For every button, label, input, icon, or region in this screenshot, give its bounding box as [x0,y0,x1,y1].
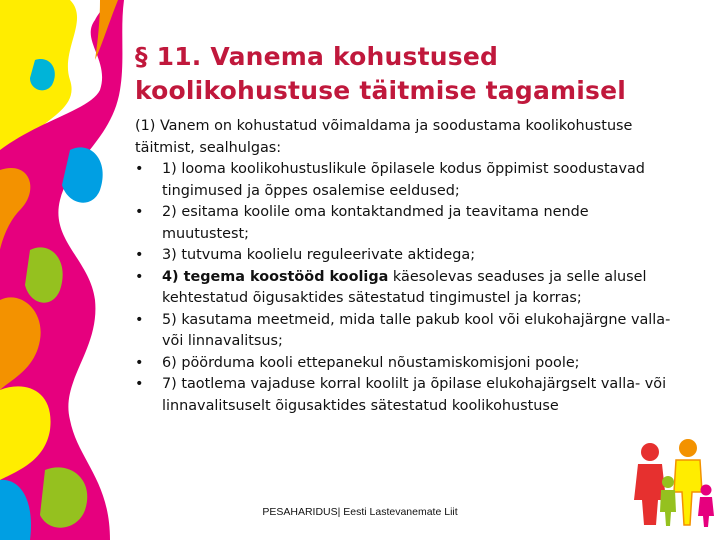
list-item-text: käesolevas seaduses ja selle alusel kehtestatud õigusaktides sätestatud tingimustel ja korras; [162,268,647,306]
list-item [135,310,675,353]
bullet-icon: • [135,247,144,263]
list-item-text: 6) pöörduma kooli ettepanekul nõustamiskomisjoni poole; [162,354,580,371]
list-item [135,267,675,310]
bullet-icon: • [135,376,144,392]
bullet-icon: • [135,204,144,220]
obligations-list [135,159,675,417]
list-item [135,202,675,245]
list-item [135,245,675,267]
list-item-bold-text: 4) tegema koostööd kooliga [162,268,389,285]
title-line-1: § 11. Vanema kohustused [135,42,499,71]
list-item-text: 3) tutvuma koolielu reguleerivate aktidega; [162,247,476,263]
title-line-2: koolikohustuse täitmise tagamisel [135,76,627,105]
bullet-icon: • [135,268,144,285]
list-item [135,159,675,202]
list-item-text: 1) looma koolikohustuslikule õpilasele kodus õppimist soodustavad tingimused ja õppes osalemise eeldused; [162,161,645,199]
list-item-text: 7) taotlema vajaduse korral koolilt ja õpilase elukohajärgselt valla- või linnavalitsuselt õigusaktides sätestatud koolikohustuse [162,376,667,414]
footer-credit: PESAHARIDUS| Eesti Lastevanemate Liit [262,506,458,518]
bullet-icon: • [135,161,144,177]
intro-paragraph: (1) Vanem on kohustatud võimaldama ja soodustama koolikohustuse täitmist, sealhulgas: [135,118,633,156]
list-item-text: 2) esitama koolile oma kontaktandmed ja teavitama nende muutustest; [162,204,589,242]
slide-body [135,116,675,417]
list-item [135,353,675,375]
bullet-icon: • [135,354,144,371]
bullet-icon: • [135,311,144,328]
slide-title [135,40,695,108]
list-item-text: 5) kasutama meetmeid, mida talle pakub kool või elukohajärgne valla- või linnavalitsus; [162,311,671,349]
list-item [135,374,675,417]
family-illustration-icon [628,430,716,530]
